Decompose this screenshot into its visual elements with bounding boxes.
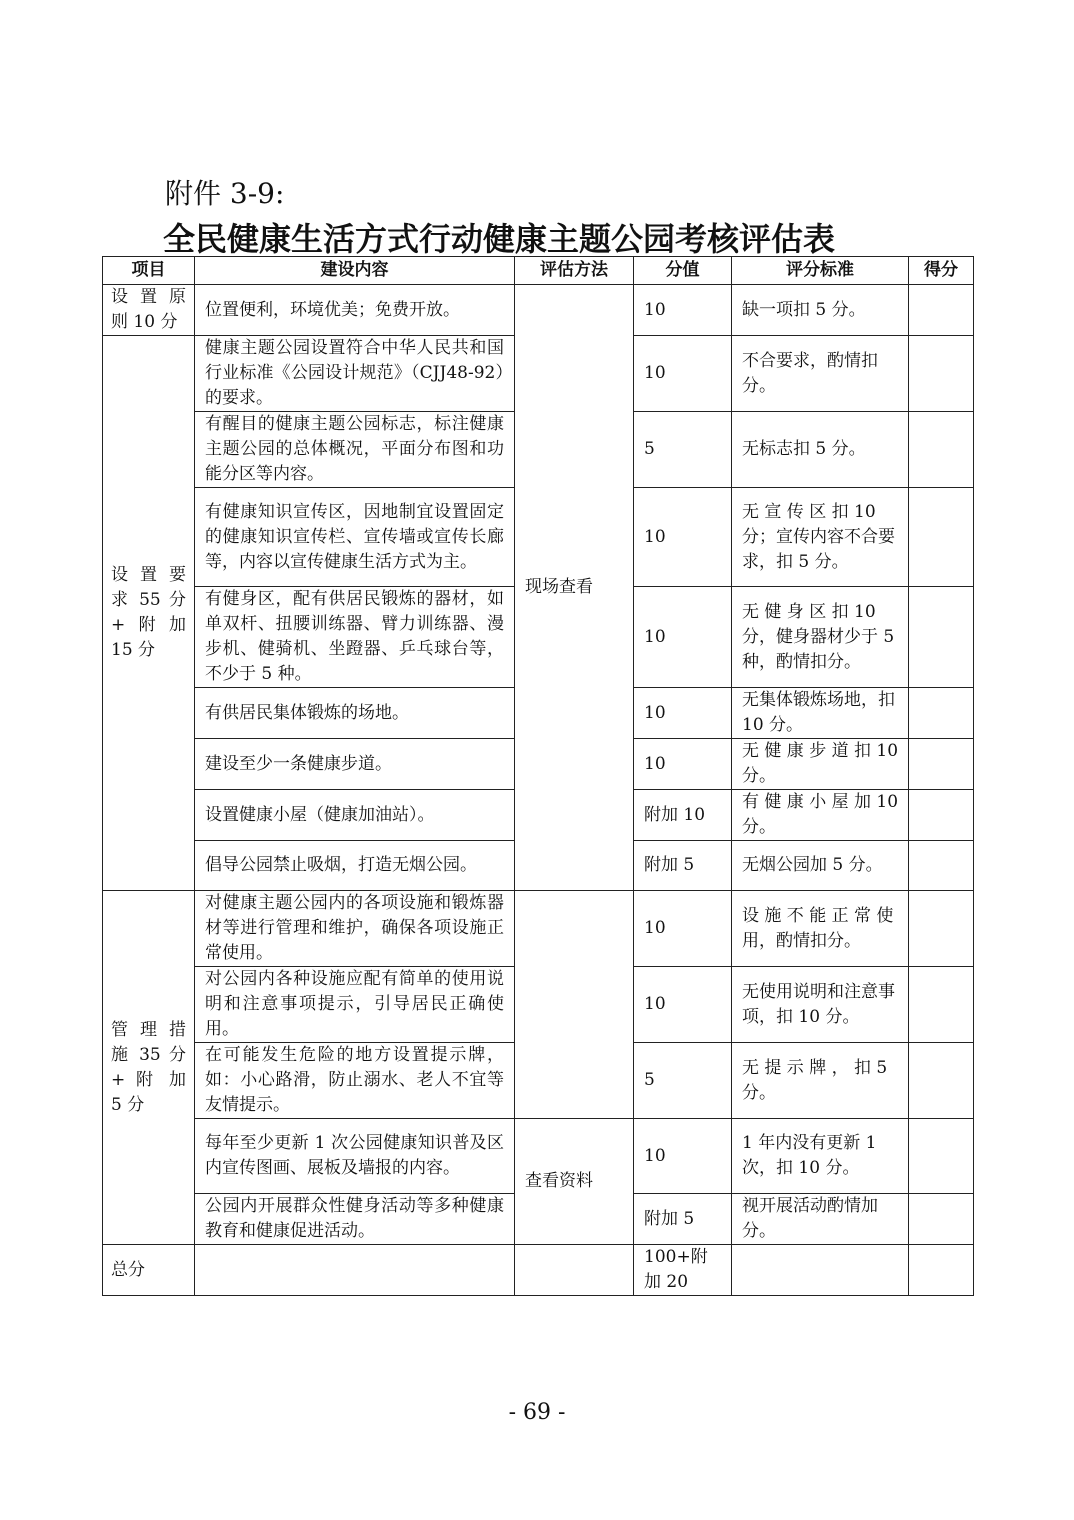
section-label: 设 置 原 则 10 分 (103, 285, 195, 336)
result-cell (909, 739, 974, 790)
evaluation-table (102, 256, 974, 1296)
score-cell: 附加 5 (634, 1194, 732, 1245)
total-result-empty (909, 1245, 974, 1296)
standard-cell: 缺一项扣 5 分。 (732, 285, 909, 336)
method-cell-empty (515, 891, 634, 1119)
content-cell: 有健身区，配有供居民锻炼的器材，如单双杆、扭腰训练器、臂力训练器、漫步机、健骑机、坐蹬器、乒乓球台等，不少于 5 种。 (195, 587, 515, 688)
standard-cell: 无 健 身 区 扣 10 分，健身器材少于 5 种，酌情扣分。 (732, 587, 909, 688)
standard-cell: 无标志扣 5 分。 (732, 412, 909, 488)
score-cell: 10 (634, 739, 732, 790)
result-cell (909, 1119, 974, 1194)
result-cell (909, 285, 974, 336)
score-cell: 附加 10 (634, 790, 732, 841)
total-content-empty (195, 1245, 515, 1296)
content-cell: 有醒目的健康主题公园标志，标注健康主题公园的总体概况，平面分布图和功能分区等内容。 (195, 412, 515, 488)
attachment-label: 附件 3-9: (165, 177, 285, 210)
result-cell (909, 891, 974, 967)
content-cell: 倡导公园禁止吸烟，打造无烟公园。 (195, 841, 515, 891)
page-title: 全民健康生活方式行动健康主题公园考核评估表 (163, 220, 836, 258)
header-method: 评估方法 (515, 257, 634, 285)
standard-cell: 1 年内没有更新 1 次，扣 10 分。 (732, 1119, 909, 1194)
section-label: 管 理 措 施 35 分 + 附 加 5 分 (103, 891, 195, 1245)
result-cell (909, 336, 974, 412)
standard-cell: 无 宣 传 区 扣 10 分；宣传内容不合要求，扣 5 分。 (732, 488, 909, 587)
header-result: 得分 (909, 257, 974, 285)
total-row (103, 1245, 974, 1296)
score-cell: 10 (634, 336, 732, 412)
standard-cell: 视开展活动酌情加分。 (732, 1194, 909, 1245)
content-cell: 建设至少一条健康步道。 (195, 739, 515, 790)
content-cell: 在可能发生危险的地方设置提示牌，如：小心路滑，防止溺水、老人不宜等友情提示。 (195, 1043, 515, 1119)
result-cell (909, 412, 974, 488)
score-cell: 10 (634, 967, 732, 1043)
content-cell: 公园内开展群众性健身活动等多种健康教育和健康促进活动。 (195, 1194, 515, 1245)
table-row (103, 285, 974, 336)
content-cell: 健康主题公园设置符合中华人民共和国行业标准《公园设计规范》（CJJ48-92）的要求。 (195, 336, 515, 412)
score-cell: 10 (634, 285, 732, 336)
result-cell (909, 967, 974, 1043)
score-cell: 10 (634, 1119, 732, 1194)
result-cell (909, 688, 974, 739)
header-score: 分值 (634, 257, 732, 285)
score-cell: 10 (634, 587, 732, 688)
content-cell: 有供居民集体锻炼的场地。 (195, 688, 515, 739)
content-cell: 对健康主题公园内的各项设施和锻炼器材等进行管理和维护，确保各项设施正常使用。 (195, 891, 515, 967)
standard-cell: 无 提 示 牌 ， 扣 5 分。 (732, 1043, 909, 1119)
score-cell: 10 (634, 688, 732, 739)
section-label: 设 置 要 求 55 分 +附加 15 分 (103, 336, 195, 891)
total-score: 100+附加 20 (634, 1245, 732, 1296)
page-number: - 69 - (508, 1400, 566, 1425)
score-cell: 5 (634, 412, 732, 488)
header-standard: 评分标准 (732, 257, 909, 285)
score-cell: 10 (634, 488, 732, 587)
table-header-row (103, 257, 974, 285)
header-item: 项目 (103, 257, 195, 285)
content-cell: 每年至少更新 1 次公园健康知识普及区内宣传图画、展板及墙报的内容。 (195, 1119, 515, 1194)
result-cell (909, 587, 974, 688)
content-cell: 对公园内各种设施应配有简单的使用说明和注意事项提示，引导居民正确使用。 (195, 967, 515, 1043)
content-cell: 设置健康小屋（健康加油站）。 (195, 790, 515, 841)
table-row (103, 1119, 974, 1194)
score-cell: 5 (634, 1043, 732, 1119)
method-cell: 现场查看 (515, 285, 634, 891)
score-cell: 附加 5 (634, 841, 732, 891)
total-label: 总分 (103, 1245, 195, 1296)
table-row (103, 891, 974, 967)
standard-cell: 无使用说明和注意事项，扣 10 分。 (732, 967, 909, 1043)
content-cell: 有健康知识宣传区，因地制宜设置固定的健康知识宣传栏、宣传墙或宣传长廊等，内容以宣传健康生活方式为主。 (195, 488, 515, 587)
standard-cell: 有 健 康 小 屋 加 10 分。 (732, 790, 909, 841)
standard-cell: 无集体锻炼场地，扣 10 分。 (732, 688, 909, 739)
standard-cell: 无 健 康 步 道 扣 10 分。 (732, 739, 909, 790)
result-cell (909, 1043, 974, 1119)
method-cell: 查看资料 (515, 1119, 634, 1245)
result-cell (909, 488, 974, 587)
standard-cell: 无烟公园加 5 分。 (732, 841, 909, 891)
content-cell: 位置便利，环境优美；免费开放。 (195, 285, 515, 336)
result-cell (909, 841, 974, 891)
total-standard-empty (732, 1245, 909, 1296)
header-content: 建设内容 (195, 257, 515, 285)
standard-cell: 设 施 不 能 正 常 使 用，酌情扣分。 (732, 891, 909, 967)
total-method-empty (515, 1245, 634, 1296)
result-cell (909, 1194, 974, 1245)
result-cell (909, 790, 974, 841)
score-cell: 10 (634, 891, 732, 967)
standard-cell: 不合要求，酌情扣分。 (732, 336, 909, 412)
